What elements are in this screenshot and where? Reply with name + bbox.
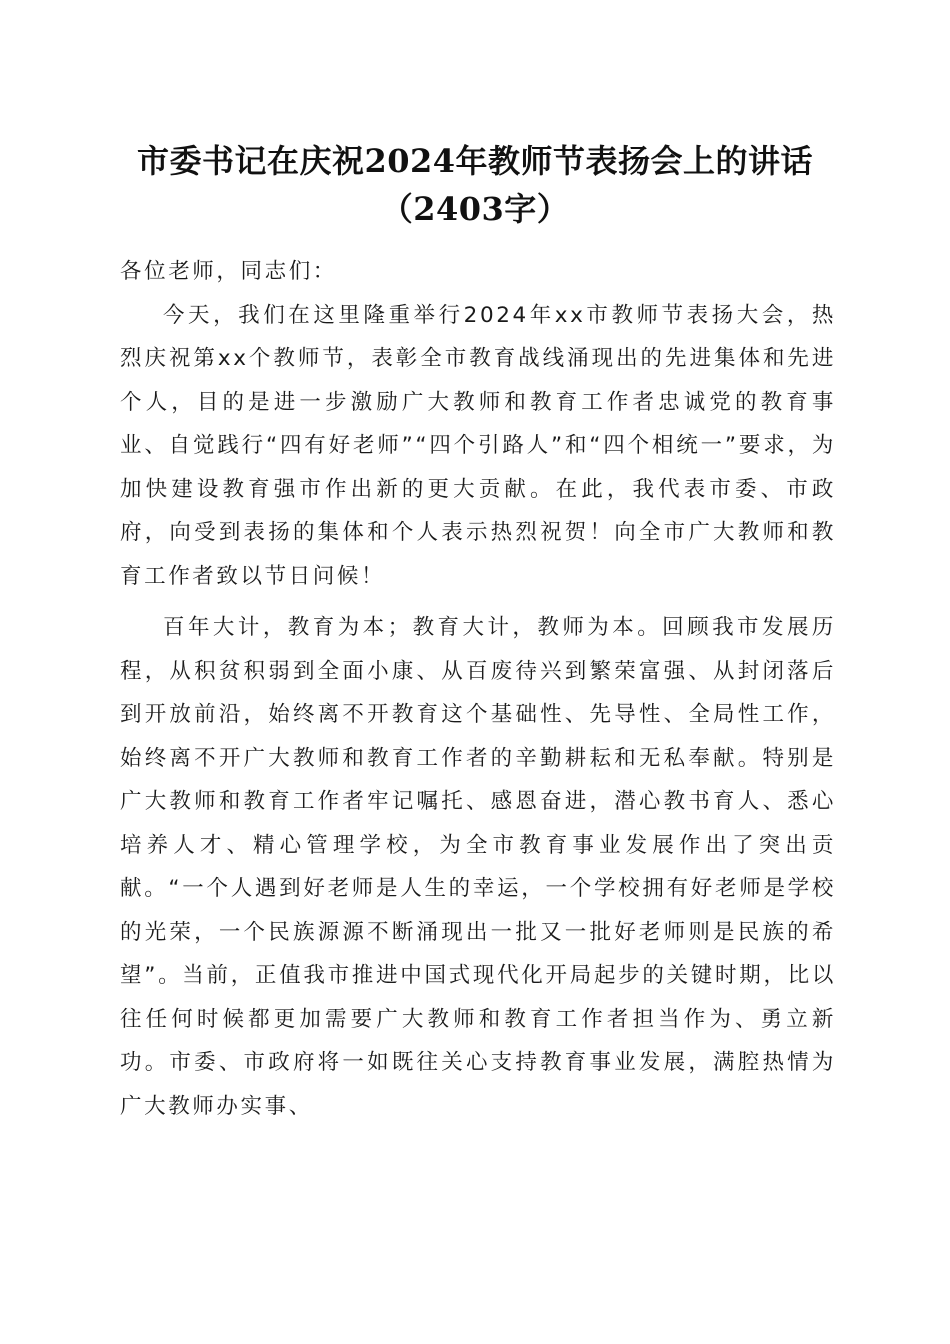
document-title: 市委书记在庆祝2024年教师节表扬会上的讲话（2403字） bbox=[136, 142, 814, 228]
salutation: 各位老师，同志们： bbox=[120, 259, 337, 284]
paragraph-opening: 今天，我们在这里隆重举行2024年xx市教师节表扬大会，热烈庆祝第xx个教师节，表彰全市教育战线涌现出的先进集体和先进个人，目的是进一步激励广大教师和教育工作者忠诚党的教育事业、自觉践行“四有好老师”“四个引路人”和“四个相统一”要求，为加快建设教育强市作出新的更大贡献。在此，我代表市委、市政府，向受到表扬的集体和个人表示热烈祝贺！向全市广大教师和教育工作者致以节日问候！ bbox=[120, 302, 836, 589]
document-body bbox=[120, 250, 836, 1128]
paragraph-education: 百年大计，教育为本；教育大计，教师为本。回顾我市发展历程，从积贫积弱到全面小康、从百废待兴到繁荣富强、从封闭落后到开放前沿，始终离不开教育这个基础性、先导性、全局性工作，始终离不开广大教师和教育工作者的辛勤耕耘和无私奉献。特别是广大教师和教育工作者牢记嘱托、感恩奋进，潜心教书育人、悉心培养人才、精心管理学校，为全市教育事业发展作出了突出贡献。“一个人遇到好老师是人生的幸运，一个学校拥有好老师是学校的光荣，一个民族源源不断涌现出一批又一批好老师则是民族的希望”。当前，正值我市推进中国式现代化开局起步的关键时期，比以往任何时候都更加需要广大教师和教育工作者担当作为、勇立新功。市委、市政府将一如既往关心支持教育事业发展，满腔热情为广大教师办实事、 bbox=[120, 615, 836, 1119]
